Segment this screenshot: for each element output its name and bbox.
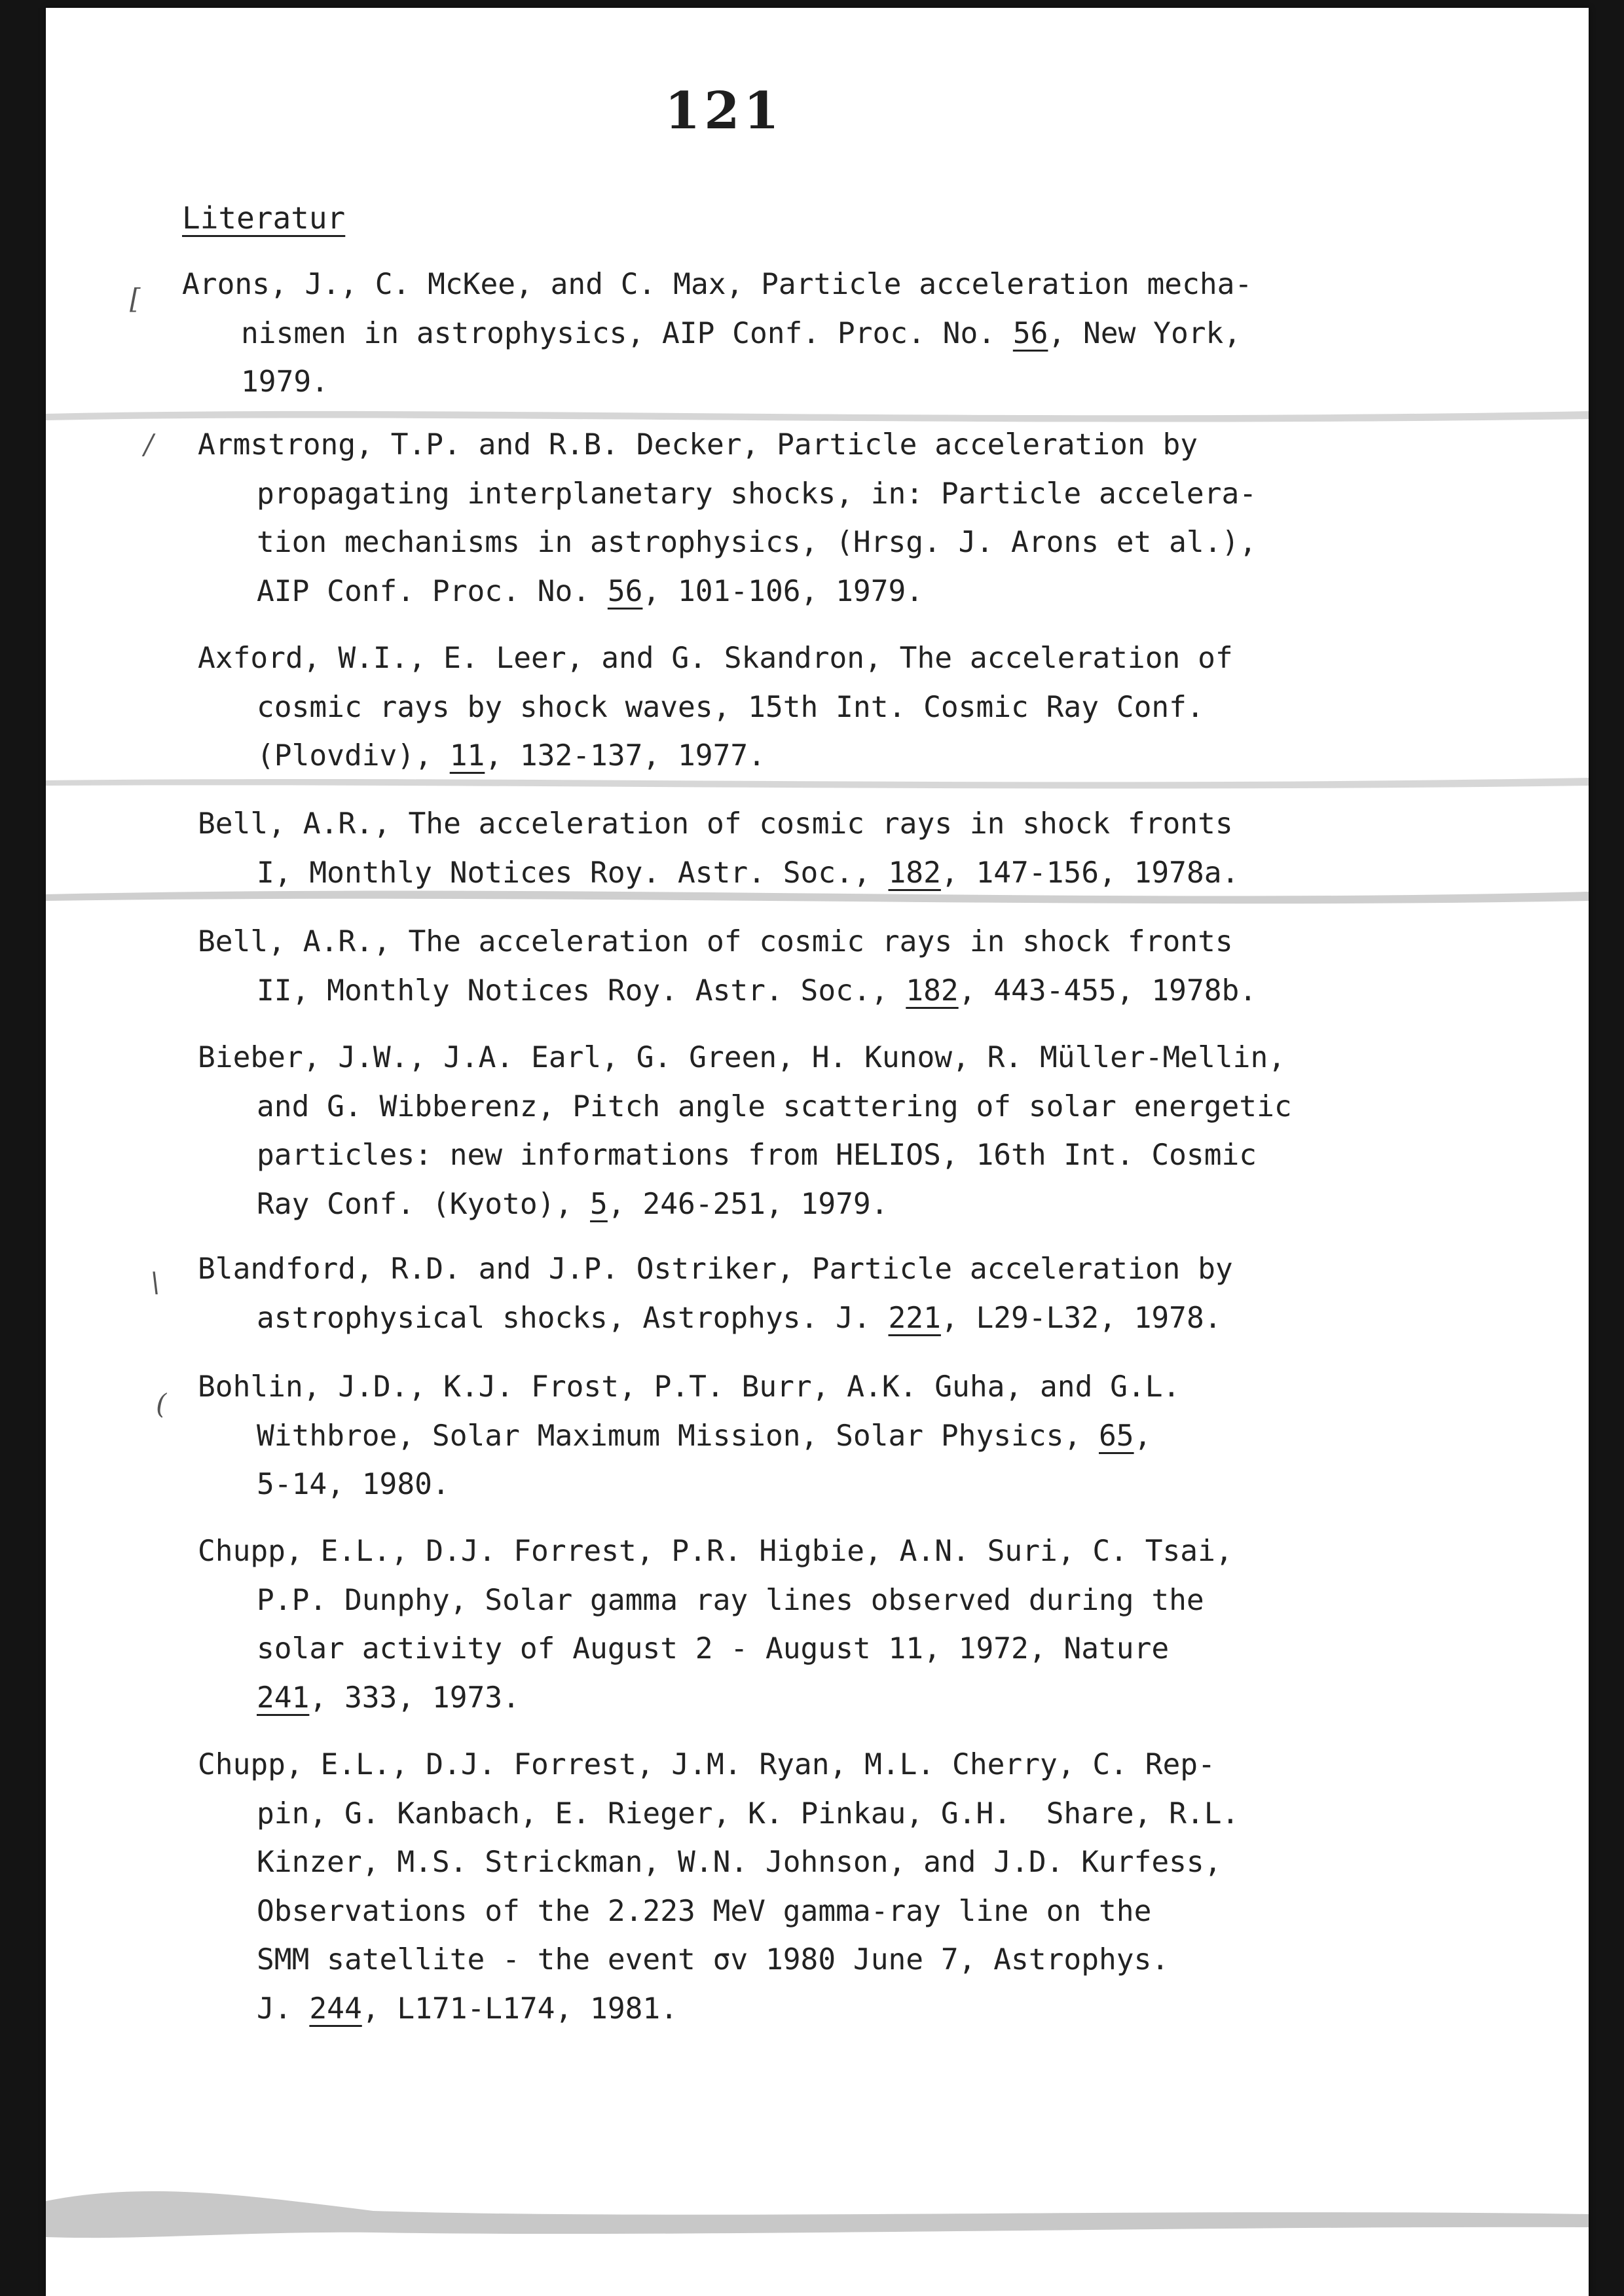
reference-line xyxy=(198,1674,1233,1723)
reference-text: 5-14, 1980. xyxy=(257,1468,450,1501)
margin-mark-2: / xyxy=(144,428,154,460)
reference-line xyxy=(198,1936,1239,1985)
reference-line xyxy=(198,1741,1239,1790)
reference-text: tion mechanisms in astrophysics, (Hrsg. J. Arons et al.), xyxy=(257,526,1257,559)
reference-entry xyxy=(182,261,1252,407)
reference-text: , 147-156, 1978a. xyxy=(940,856,1240,890)
reference-line xyxy=(198,849,1239,898)
reference-text: , 443-455, 1978b. xyxy=(958,974,1257,1008)
volume-number: 65 xyxy=(1098,1419,1134,1453)
reference-line xyxy=(198,918,1257,967)
reference-text: and G. Wibberenz, Pitch angle scattering of solar energetic xyxy=(257,1089,1292,1123)
reference-line xyxy=(182,358,1252,407)
reference-entry xyxy=(198,918,1257,1015)
reference-line xyxy=(198,683,1233,733)
reference-text: Armstrong, T.P. and R.B. Decker, Particle acceleration by xyxy=(198,428,1198,462)
reference-line xyxy=(198,1887,1239,1937)
reference-text: Kinzer, M.S. Strickman, W.N. Johnson, and J.D. Kurfess, xyxy=(257,1846,1222,1879)
reference-line xyxy=(198,1180,1292,1230)
reference-text: SMM satellite - the event σv 1980 June 7, Astrophys. xyxy=(257,1943,1170,1977)
margin-mark-4: ( xyxy=(156,1388,167,1420)
reference-text: nismen in astrophysics, AIP Conf. Proc. No. xyxy=(241,316,1013,350)
reference-line xyxy=(182,261,1252,310)
reference-line xyxy=(198,1790,1239,1839)
reference-line xyxy=(198,1294,1233,1343)
reference-text: propagating interplanetary shocks, in: Particle accelera- xyxy=(257,477,1257,511)
reference-text: 1979. xyxy=(241,365,329,399)
reference-entry xyxy=(198,1245,1233,1343)
reference-text: Bell, A.R., The acceleration of cosmic rays in shock fronts xyxy=(198,807,1233,841)
reference-line xyxy=(198,1985,1239,2034)
volume-number: 182 xyxy=(906,974,959,1008)
reference-entry xyxy=(198,1034,1292,1229)
reference-text: , L29-L32, 1978. xyxy=(940,1301,1222,1335)
reference-line xyxy=(182,310,1252,359)
reference-text: particles: new informations from HELIOS, 16th Int. Cosmic xyxy=(257,1139,1257,1172)
reference-text: II, Monthly Notices Roy. Astr. Soc., xyxy=(257,974,906,1008)
reference-line xyxy=(198,800,1239,849)
reference-text: Arons, J., C. McKee, and C. Max, Particle acceleration mecha- xyxy=(182,268,1253,301)
volume-number: 56 xyxy=(1012,316,1048,350)
reference-line xyxy=(198,568,1257,617)
reference-line xyxy=(198,1363,1180,1412)
reference-text: Withbroe, Solar Maximum Mission, Solar Physics, xyxy=(257,1419,1099,1453)
reference-text: Bohlin, J.D., K.J. Frost, P.T. Burr, A.K. Guha, and G.L. xyxy=(198,1370,1181,1404)
margin-mark-1: [ xyxy=(130,283,141,315)
reference-line xyxy=(198,1625,1233,1674)
reference-entry xyxy=(198,1527,1233,1722)
reference-text: Ray Conf. (Kyoto), xyxy=(257,1187,591,1221)
volume-number: 241 xyxy=(257,1681,310,1715)
reference-line xyxy=(198,732,1233,781)
reference-text: Bieber, J.W., J.A. Earl, G. Green, H. Kunow, R. Müller-Mellin, xyxy=(198,1041,1286,1074)
reference-text: , 246-251, 1979. xyxy=(607,1187,889,1221)
reference-text: Blandford, R.D. and J.P. Ostriker, Particle acceleration by xyxy=(198,1252,1233,1286)
reference-line xyxy=(198,1412,1180,1461)
reference-text: J. xyxy=(257,1992,310,2026)
reference-line xyxy=(198,1131,1292,1180)
reference-line xyxy=(198,1083,1292,1132)
reference-text: , L171-L174, 1981. xyxy=(361,1992,678,2026)
reference-text: , 132-137, 1977. xyxy=(485,739,766,773)
reference-text: P.P. Dunphy, Solar gamma ray lines observed during the xyxy=(257,1583,1204,1617)
reference-text: Bell, A.R., The acceleration of cosmic rays in shock fronts xyxy=(198,925,1233,958)
reference-line xyxy=(198,470,1257,519)
reference-text: , New York, xyxy=(1048,316,1242,350)
volume-number: 244 xyxy=(309,1992,362,2026)
reference-line xyxy=(198,1245,1233,1294)
reference-entry xyxy=(198,421,1257,616)
volume-number: 56 xyxy=(607,574,643,608)
reference-text: Observations of the 2.223 MeV gamma-ray line on the xyxy=(257,1894,1152,1928)
reference-line xyxy=(198,519,1257,568)
reference-line xyxy=(198,1034,1292,1083)
margin-mark-3: \ xyxy=(151,1266,160,1298)
volume-number: 5 xyxy=(590,1187,608,1221)
reference-text: , 101-106, 1979. xyxy=(642,574,924,608)
reference-line xyxy=(198,1838,1239,1887)
reference-text: AIP Conf. Proc. No. xyxy=(257,574,608,608)
reference-line xyxy=(198,1461,1180,1510)
reference-line xyxy=(198,421,1257,470)
page-number: 121 xyxy=(665,81,783,141)
document-page xyxy=(46,8,1589,2296)
volume-number: 11 xyxy=(449,739,485,773)
volume-number: 182 xyxy=(888,856,941,890)
reference-text: Chupp, E.L., D.J. Forrest, J.M. Ryan, M.L. Cherry, C. Rep- xyxy=(198,1748,1215,1781)
reference-text: (Plovdiv), xyxy=(257,739,450,773)
reference-line xyxy=(198,1576,1233,1626)
reference-entry xyxy=(198,634,1233,781)
reference-line xyxy=(198,1527,1233,1576)
reference-text: pin, G. Kanbach, E. Rieger, K. Pinkau, G.H. Share, R.L. xyxy=(257,1796,1240,1831)
reference-entry xyxy=(198,800,1239,898)
page-heading: Literatur xyxy=(182,200,346,236)
volume-number: 221 xyxy=(888,1301,941,1335)
reference-line xyxy=(198,967,1257,1016)
reference-line xyxy=(198,634,1233,683)
reference-entry xyxy=(198,1741,1239,2033)
reference-entry xyxy=(198,1363,1180,1510)
reference-text: solar activity of August 2 - August 11, 1972, Nature xyxy=(257,1632,1170,1666)
reference-text: I, Monthly Notices Roy. Astr. Soc., xyxy=(257,856,889,890)
scan-smudge-4 xyxy=(46,2175,1589,2253)
reference-text: , 333, 1973. xyxy=(309,1681,520,1715)
reference-text: , xyxy=(1134,1419,1152,1453)
reference-text: cosmic rays by shock waves, 15th Int. Cosmic Ray Conf. xyxy=(257,690,1204,724)
reference-text: Chupp, E.L., D.J. Forrest, P.R. Higbie, A.N. Suri, C. Tsai, xyxy=(198,1535,1233,1568)
reference-text: astrophysical shocks, Astrophys. J. xyxy=(257,1301,889,1335)
reference-text: Axford, W.I., E. Leer, and G. Skandron, The acceleration of xyxy=(198,642,1233,675)
